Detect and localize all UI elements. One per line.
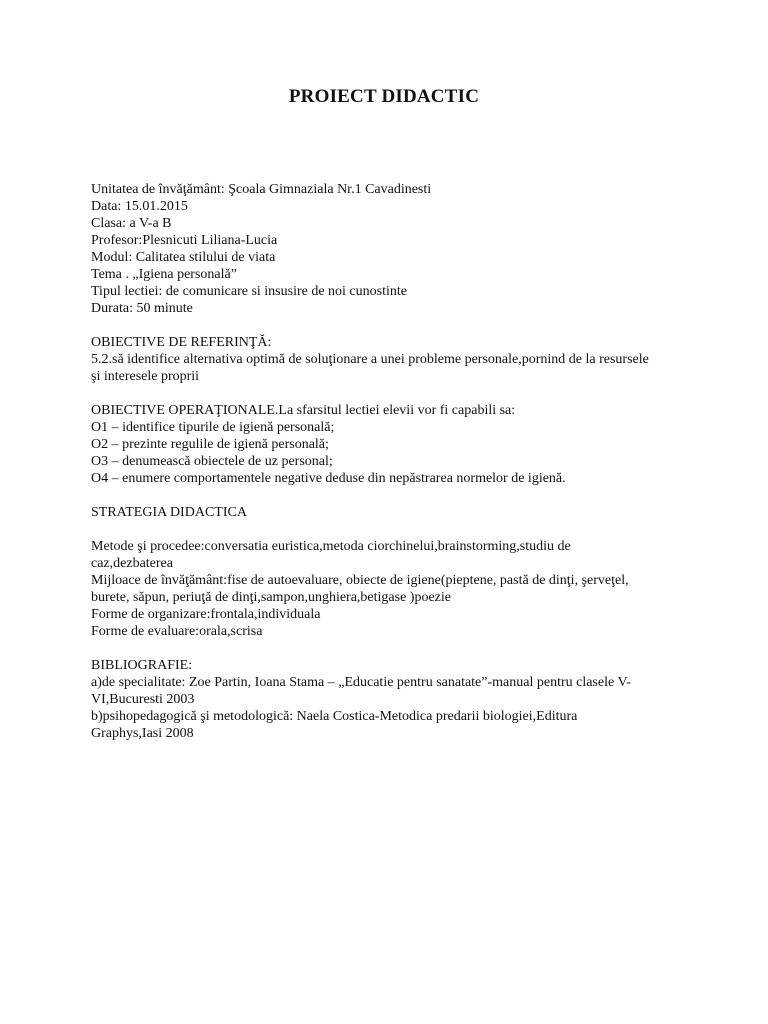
objective-o2: O2 – prezinte regulile de igienă personală;	[91, 437, 329, 452]
school-line: Unitatea de învăţământ: Şcoala Gimnaziala Nr.1 Cavadinesti	[91, 182, 432, 197]
strategy-heading: STRATEGIA DIDACTICA	[91, 505, 247, 520]
objectives-reference-section	[91, 334, 701, 385]
objectives-reference-heading: OBIECTIVE DE REFERINŢĂ:	[91, 335, 272, 350]
spacer	[91, 385, 701, 402]
teacher-line: Profesor:Plesnicuti Liliana-Lucia	[91, 233, 278, 248]
class-line: Clasa: a V-a B	[91, 216, 172, 231]
spacer	[91, 487, 701, 504]
theme-line: Tema . „Igiena personală”	[91, 267, 237, 282]
objective-o4: O4 – enumere comportamentele negative deduse din nepăstrarea normelor de igienă.	[91, 471, 566, 486]
spacer	[91, 640, 701, 657]
strategy-methods-line: Metode şi procedee:conversatia euristica,metoda ciorchinelui,brainstorming,studiu de	[91, 539, 571, 554]
bibliography-section	[91, 657, 701, 742]
objectives-operational-section	[91, 402, 701, 487]
strategy-evaluation-line: Forme de evaluare:orala,scrisa	[91, 624, 263, 639]
header-info	[91, 181, 701, 317]
objective-reference-line: şi interesele proprii	[91, 369, 200, 384]
bibliography-line: a)de specialitate: Zoe Partin, Ioana Stama – „Educatie pentru sanatate”-manual pentru clasele V-	[91, 675, 631, 690]
strategy-means-line: burete, săpun, periuţă de dinţi,sampon,unghiera,betigase )poezie	[91, 590, 451, 605]
bibliography-heading: BIBLIOGRAFIE:	[91, 658, 193, 673]
duration-line: Durata: 50 minute	[91, 301, 193, 316]
document-title: PROIECT DIDACTIC	[288, 86, 480, 107]
strategy-methods-line: caz,dezbaterea	[91, 556, 173, 571]
lesson-type-line: Tipul lectiei: de comunicare si insusire de noi cunostinte	[91, 284, 407, 299]
document-body	[91, 181, 701, 742]
objective-reference-line: 5.2.să identifice alternativa optimă de soluţionare a unei probleme personale,pornind de la resursele	[91, 352, 649, 367]
strategy-section	[91, 504, 701, 640]
bibliography-line: b)psihopedagogică şi metodologică: Naela Costica-Metodica predarii biologiei,Editura	[91, 709, 578, 724]
module-line: Modul: Calitatea stilului de viata	[91, 250, 276, 265]
strategy-means-line: Mijloace de învăţământ:fise de autoevaluare, obiecte de igiene(pieptene, pastă de dinţi, şerveţel,	[91, 573, 629, 588]
objective-o1: O1 – identifice tipurile de igienă personală;	[91, 420, 335, 435]
spacer	[91, 317, 701, 334]
spacer	[91, 521, 701, 538]
objectives-operational-heading: OBIECTIVE OPERAŢIONALE.La sfarsitul lectiei elevii vor fi capabili sa:	[91, 403, 516, 418]
bibliography-line: VI,Bucuresti 2003	[91, 692, 195, 707]
objective-o3: O3 – denumească obiectele de uz personal;	[91, 454, 333, 469]
strategy-organization-line: Forme de organizare:frontala,individuala	[91, 607, 321, 622]
bibliography-line: Graphys,Iasi 2008	[91, 726, 194, 741]
date-line: Data: 15.01.2015	[91, 199, 188, 214]
